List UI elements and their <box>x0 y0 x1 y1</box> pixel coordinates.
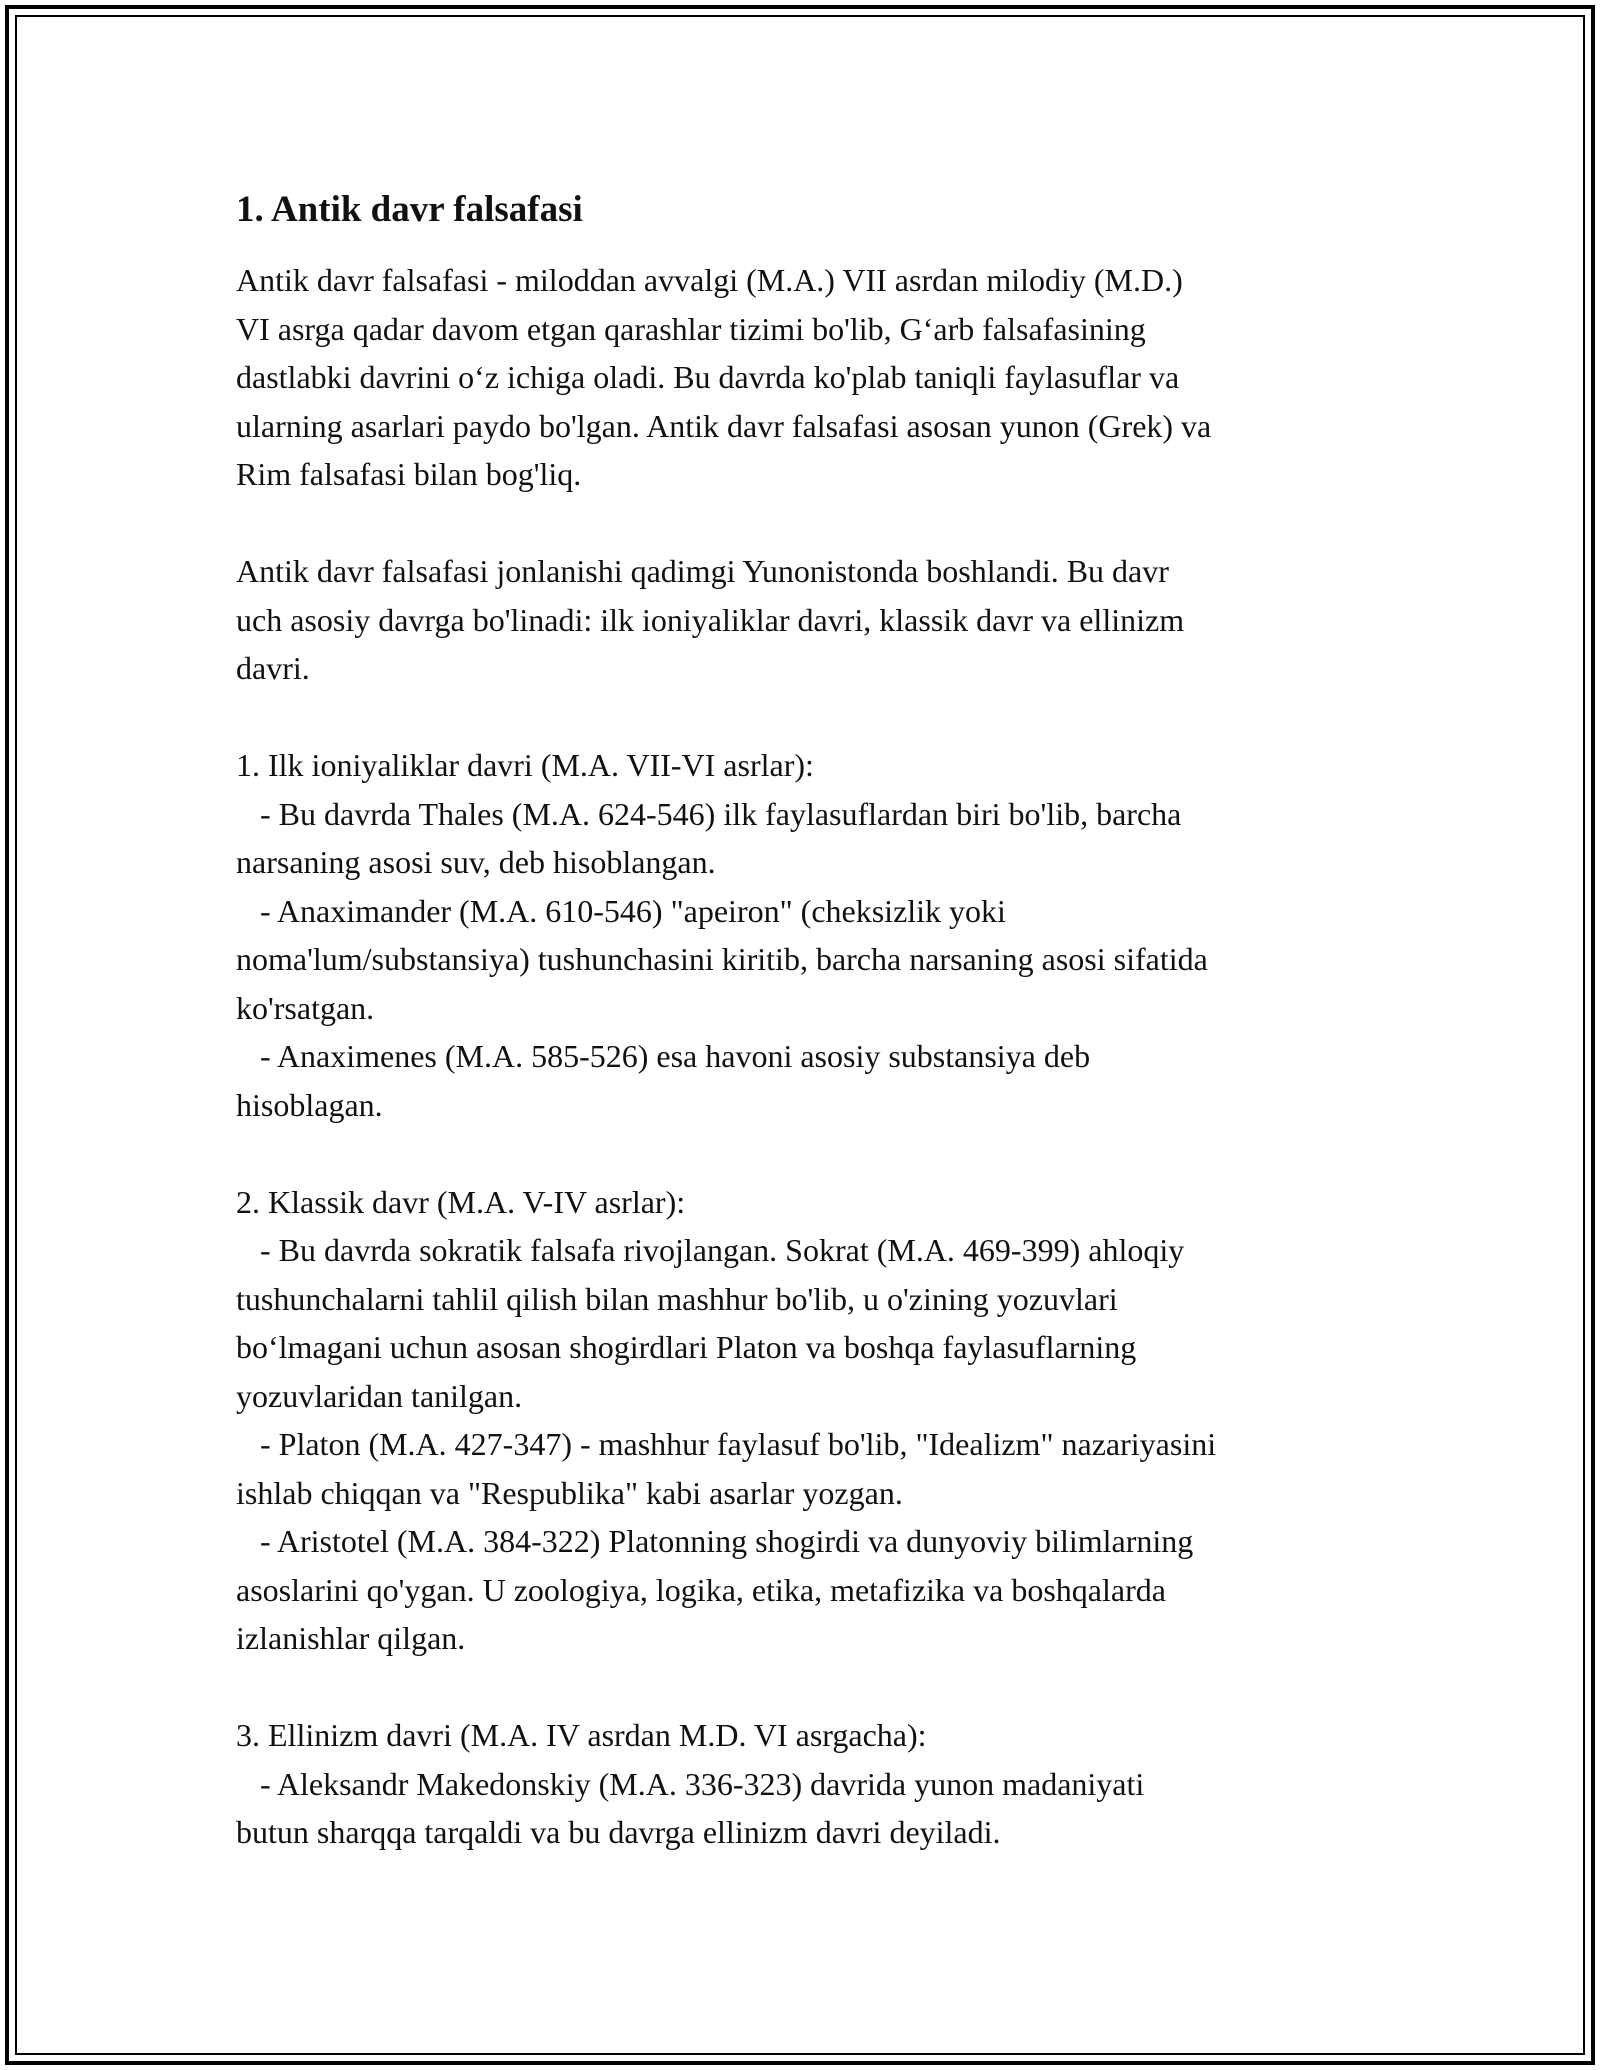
paragraph-ionian-period: 1. Ilk ioniyaliklar davri (M.A. VII-VI asrlar): - Bu davrda Thales (M.A. 624-546) ilk faylasuflardan biri bo'lib, barcha narsaning asosi suv, deb hisoblangan. - Anaximander (M.A. 610-546) "apeiron" (cheksizlik yoki noma'lum/substansiya) tushunchasini kiritib, barcha narsaning asosi sifatida ko'rsatgan. - Anaximenes (M.A. 585-526) esa havoni asosiy substansiya deb hisoblagan. <box>236 747 1208 1123</box>
paragraph-intro: Antik davr falsafasi - miloddan avvalgi (M.A.) VII asrdan milodiy (M.D.) VI asrga qadar davom etgan qarashlar tizimi bo'lib, G‘arb falsafasining dastlabki davrini o‘z ichiga oladi. Bu davrda ko'plab taniqli faylasuflar va ularning asarlari paydo bo'lgan. Antik davr falsafasi asosan yunon (Grek) va Rim falsafasi bilan bog'liq. <box>236 262 1212 492</box>
section-title: 1. Antik davr falsafasi <box>236 189 583 230</box>
paragraph-gap <box>236 1129 1366 1178</box>
paragraph-gap <box>236 499 1366 548</box>
paragraph-gap <box>236 693 1366 742</box>
paragraph-periods: Antik davr falsafasi jonlanishi qadimgi Yunonistonda boshlandi. Bu davr uch asosiy davrga bo'linadi: ilk ioniyaliklar davri, klassik davr va ellinizm davri. <box>236 553 1185 686</box>
paragraph-hellenistic-period: 3. Ellinizm davri (M.A. IV asrdan M.D. VI asrgacha): - Aleksandr Makedonskiy (M.A. 336-323) davrida yunon madaniyati butun sharqqa tarqaldi va bu davrga ellinizm davri deyiladi. <box>236 1717 1145 1850</box>
paragraph-classical-period: 2. Klassik davr (M.A. V-IV asrlar): - Bu davrda sokratik falsafa rivojlangan. Sokrat (M.A. 469-399) ahloqiy tushunchalarni tahlil qilish bilan mashhur bo'lib, u o'zining yozuvlari bo‘lmagani uchun asosan shogirdlari Platon va boshqa faylasuflarning yozuvlaridan tanilgan. - Platon (M.A. 427-347) - mashhur faylasuf bo'lib, "Idealizm" nazariyasini ishlab chiqqan va "Respublika" kabi asarlar yozgan. - Aristotel (M.A. 384-322) Platonning shogirdi va dunyoviy bilimlarning asoslarini qo'ygan. U zoologiya, logika, etika, metafizika va boshqalarda izlanishlar qilgan. <box>236 1183 1217 1656</box>
paragraph-gap <box>236 1663 1366 1712</box>
document-body <box>236 188 1366 1857</box>
